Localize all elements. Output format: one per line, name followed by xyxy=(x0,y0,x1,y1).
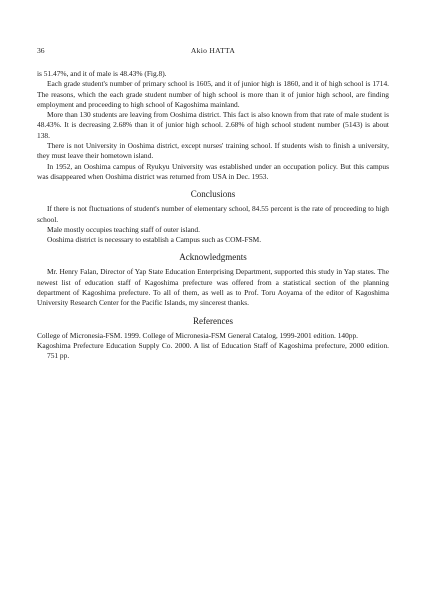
conclusions-paragraph: Ooshima district is necessary to establish a Campus such as COM-FSM. xyxy=(47,235,262,245)
conclusions-paragraph: If there is not fluctuations of student's number of elementary school, 84.55 percent is the rate of proceeding to high school. xyxy=(37,204,389,224)
body-paragraph: There is not University in Ooshima district, except nurses' training school. If students wish to finish a university, they must leave their hometown island. xyxy=(37,141,389,161)
body-paragraph: is 51.47%, and it of male is 48.43% (Fig.8). xyxy=(37,69,167,78)
body-paragraph: In 1952, an Ooshima campus of Ryukyu University was established under an occupation policy. But this campus was disappeared when Ooshima district was returned from USA in Dec. 1953. xyxy=(37,161,389,181)
conclusions-heading: Conclusions xyxy=(190,189,236,200)
page-content xyxy=(37,69,389,362)
acknowledgments-heading: Acknowledgments xyxy=(179,252,247,263)
acknowledgments-paragraph: Mr. Henry Falan, Director of Yap State Education Enterprising Department, supported this study in Yap states. The newest list of education staff of Kagoshima prefecture was offered from a statistical section of the planning department of Kagoshima prefecture. To all of them, as well as to Prof. Toru Aoyama of the editor of Kagoshima University Research Center for the Pacific Islands, my sincerest thanks. xyxy=(37,267,389,308)
conclusions-paragraph: Male mostly occupies teaching staff of outer island. xyxy=(47,224,200,234)
conclusions-section xyxy=(37,188,389,245)
acknowledgments-section xyxy=(37,251,389,308)
running-head-author: Akio HATTA xyxy=(190,46,236,55)
body-paragraph: Each grade student's number of primary school is 1605, and it of junior high is 1860, and it of high school is 1714. The reasons, which the each grade student number of high school is more than it of junior high school, are finding employment and proceeding to high school of Kagoshima mainland. xyxy=(37,79,389,109)
references-section xyxy=(37,315,389,362)
reference-item: Kagoshima Prefecture Education Supply Co. 2000. A list of Education Staff of Kagoshima prefecture, 2000 edition. 751 pp. xyxy=(37,340,389,361)
body-paragraph: More than 130 students are leaving from Ooshima district. This fact is also known from that rate of male student is 48.43%. It is decreasing 2.68% than it of junior high school. 2.68% of high school student number (5143) is about 138. xyxy=(37,110,389,140)
references-heading: References xyxy=(193,315,233,326)
page-header xyxy=(37,45,389,57)
reference-item: College of Micronesia-FSM. 1999. College of Micronesia-FSM General Catalog, 1999-2001 edition. 140pp. xyxy=(37,330,359,340)
page-number: 36 xyxy=(37,46,45,55)
body-section xyxy=(37,69,389,182)
